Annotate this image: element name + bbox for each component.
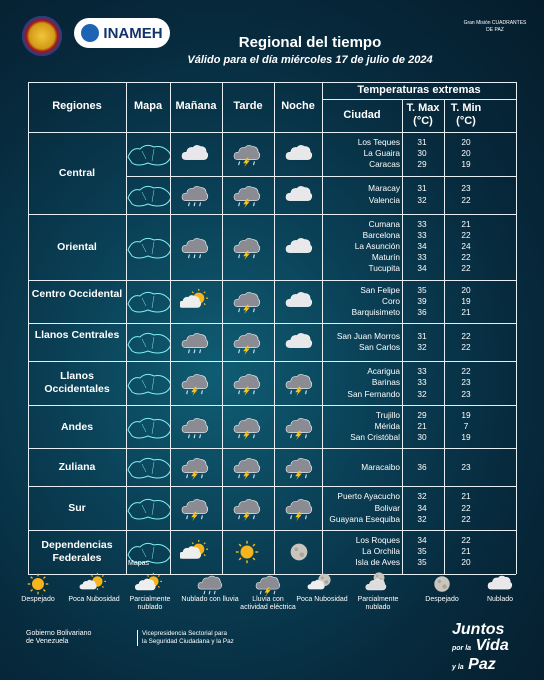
weather-cloudy-icon <box>284 329 314 355</box>
legend-label: Nublado <box>486 596 514 603</box>
weather-sun-icon <box>232 539 262 565</box>
col-tarde: Tarde <box>233 100 263 112</box>
juntos-word: Juntos <box>452 621 505 638</box>
region-map <box>124 284 176 318</box>
weather-cloudy-icon <box>180 141 210 167</box>
tmin-label: T. Min <box>450 102 482 114</box>
temp-subheader-line <box>322 99 516 100</box>
legend-label: Nublado con lluvia <box>181 596 239 603</box>
region-map <box>124 491 176 525</box>
tmax-value: 34 <box>417 502 427 513</box>
tmin-value: 23 <box>461 377 471 388</box>
y-la-word: y la <box>452 664 464 671</box>
weather-storm-rain-icon <box>180 454 210 480</box>
tmin-unit: (°C) <box>456 115 476 127</box>
region-map <box>124 178 176 212</box>
city-name: Caracas <box>369 159 400 170</box>
tmax-value: 34 <box>417 241 427 251</box>
legend-label: Parcialmente nublado <box>129 596 171 611</box>
tmin-value: 20 <box>461 148 471 159</box>
tmax-value: 33 <box>417 218 427 229</box>
region-name: Oriental <box>57 240 97 253</box>
col-manana: Mañana <box>175 100 217 112</box>
weather-storm-rain-icon <box>232 288 262 314</box>
row-divider <box>28 214 516 215</box>
city-name: Trujillo <box>375 409 400 420</box>
col-tmin <box>444 102 488 128</box>
city-name: Mérida <box>374 421 400 431</box>
city-name: San Felipe <box>360 284 400 295</box>
tmin-value: 20 <box>461 557 471 568</box>
tmax-value: 32 <box>417 194 427 205</box>
legend-moon-clouds-icon <box>363 572 393 596</box>
legend-item <box>412 572 472 604</box>
tmin-value: 23 <box>461 183 471 194</box>
tmax-value: 33 <box>417 229 427 240</box>
weather-cloudy-icon <box>284 234 314 260</box>
tmax-value: 29 <box>417 159 427 170</box>
region-map <box>124 410 176 444</box>
tmax-value: 30 <box>417 148 427 159</box>
legend-sun-icon <box>23 572 53 596</box>
tmax-value: 31 <box>417 331 427 341</box>
city-name: La Guaira <box>363 148 400 159</box>
legend-label: Despejado <box>21 596 55 603</box>
region-name: Andes <box>60 420 94 433</box>
tmax-value: 21 <box>417 421 427 431</box>
tmin-value: 19 <box>461 159 471 170</box>
legend-label: Despejado <box>425 596 459 603</box>
tmin-value: 21 <box>461 546 471 557</box>
column-divider <box>516 82 517 574</box>
legend-item <box>180 572 240 604</box>
region-name: Centro Occidental <box>31 288 123 301</box>
legend-partly-icon <box>135 572 165 596</box>
por-la-word: por la <box>452 645 472 652</box>
tmin-value: 20 <box>461 137 471 147</box>
city-name: La Asunción <box>354 241 400 251</box>
legend-rain-icon <box>195 572 225 596</box>
tmin-value: 20 <box>461 284 471 295</box>
legend-item <box>120 572 180 612</box>
header-line-head <box>28 132 516 133</box>
tmax-value: 31 <box>417 137 427 147</box>
page-title: Regional del tiempo <box>238 34 382 51</box>
tmin-value: 22 <box>461 535 471 545</box>
col-mapa: Mapa <box>133 100 163 112</box>
logo-text: INAMEH <box>103 24 163 42</box>
tmax-unit: (°C) <box>413 115 433 127</box>
weather-moon-icon <box>284 539 314 565</box>
region-name: Llanos Occidentales <box>44 370 110 395</box>
paz-word: Paz <box>468 656 496 673</box>
mapas-label: Mapas <box>128 559 150 567</box>
column-divider <box>274 82 275 574</box>
city-name: Puerto Ayacucho <box>337 491 400 502</box>
gob-line1: Gobierno Bolivariano <box>26 630 92 637</box>
weather-storm-rain-icon <box>180 495 210 521</box>
city-name: Tucupita <box>368 263 400 274</box>
tmax-value: 32 <box>417 513 427 524</box>
row-divider <box>28 405 516 406</box>
region-map <box>124 325 176 359</box>
legend-cloudy-icon <box>485 572 515 596</box>
city-name: Los Teques <box>357 137 400 147</box>
tmax-value: 29 <box>417 409 427 420</box>
city-name: San Cristóbal <box>350 432 400 443</box>
city-name: Bolivar <box>374 502 400 513</box>
tmin-value: 21 <box>461 307 471 317</box>
weather-storm-rain-icon <box>232 329 262 355</box>
footer <box>0 622 544 680</box>
weather-storm-rain-icon <box>232 454 262 480</box>
tmax-value: 36 <box>417 461 427 472</box>
legend-partly-light-icon <box>79 572 109 596</box>
tmin-value: 7 <box>463 421 469 431</box>
tmin-value: 22 <box>461 331 471 341</box>
tmax-value: 33 <box>417 377 427 388</box>
tmin-value: 22 <box>461 513 471 524</box>
tmax-value: 30 <box>417 432 427 443</box>
weather-cloudy-icon <box>284 288 314 314</box>
weather-cloudy-icon <box>284 182 314 208</box>
col-tmax <box>402 102 444 128</box>
tmax-value: 34 <box>417 535 427 545</box>
region-name: Sur <box>68 502 86 515</box>
city-name: San Juan Morros <box>336 331 400 341</box>
gobierno-logo <box>26 630 91 646</box>
weather-storm-rain-icon <box>232 182 262 208</box>
tmin-value: 22 <box>461 263 471 274</box>
city-name: Maracay <box>368 183 400 194</box>
tmin-value: 22 <box>461 194 471 205</box>
tmax-label: T. Max <box>406 102 440 114</box>
legend-item <box>348 572 408 612</box>
region-map <box>124 137 176 171</box>
legend-label: Lluvia con actividad eléctrica <box>240 596 296 611</box>
tmax-value: 34 <box>417 263 427 274</box>
tmax-value: 32 <box>417 388 427 399</box>
weather-rain-icon <box>180 182 210 208</box>
city-name: Barquisimeto <box>351 307 400 317</box>
weather-storm-rain-icon <box>232 495 262 521</box>
legend-moon-cloud-icon <box>307 572 337 596</box>
tmax-value: 36 <box>417 307 427 317</box>
weather-storm-rain-icon <box>232 234 262 260</box>
column-divider <box>170 82 171 574</box>
tmax-value: 35 <box>417 546 427 557</box>
weather-storm-rain-icon <box>180 370 210 396</box>
legend-storm-rain-icon <box>253 572 283 596</box>
vida-word: Vida <box>475 637 509 654</box>
weather-rain-icon <box>180 234 210 260</box>
col-regiones: Regiones <box>52 100 102 112</box>
tmax-value: 31 <box>417 183 427 194</box>
header-line-top <box>28 82 516 83</box>
weather-cloudy-icon <box>284 141 314 167</box>
city-name: Barcelona <box>362 229 400 240</box>
tmin-value: 22 <box>461 229 471 240</box>
weather-rain-icon <box>180 329 210 355</box>
tmin-value: 19 <box>461 409 471 420</box>
weather-storm-rain-icon <box>232 141 262 167</box>
tmin-value: 24 <box>461 241 471 251</box>
city-name: Maturín <box>371 252 400 263</box>
coat-of-arms-logo <box>22 16 62 56</box>
weather-storm-rain-icon <box>284 370 314 396</box>
city-name: Barinas <box>371 377 400 388</box>
header <box>0 0 544 86</box>
row-divider <box>28 486 516 487</box>
column-divider <box>28 82 29 574</box>
row-divider <box>28 448 516 449</box>
tmin-value: 22 <box>461 502 471 513</box>
tmin-value: 19 <box>461 295 471 306</box>
col-ciudad: Ciudad <box>343 109 381 121</box>
legend-item <box>470 572 530 604</box>
tmax-value: 35 <box>417 284 427 295</box>
vice-line1: Vicepresidencia Sectorial para <box>142 630 227 637</box>
city-name: Isla de Aves <box>355 557 400 568</box>
legend-item <box>238 572 298 612</box>
legend-label: Poca Nubosidad <box>68 596 120 603</box>
column-divider <box>444 99 445 574</box>
legend-label: Parcialmente nublado <box>357 596 399 611</box>
row-divider <box>28 323 516 324</box>
legend-label: Poca Nubosidad <box>296 596 348 603</box>
tmax-value: 39 <box>417 295 427 306</box>
tmin-value: 23 <box>461 461 471 472</box>
city-name: Coro <box>382 295 400 306</box>
city-name: Cumana <box>368 218 400 229</box>
tmax-value: 35 <box>417 557 427 568</box>
legend-item <box>64 572 124 604</box>
col-noche: Noche <box>281 100 315 112</box>
row-divider <box>28 280 516 281</box>
cuadrantes-logo: Gran Misión CUADRANTES DE PAZ <box>463 20 527 33</box>
city-name: Acarigua <box>367 366 400 377</box>
tmin-value: 21 <box>461 218 471 229</box>
tmax-value: 33 <box>417 366 427 377</box>
weather-rain-icon <box>180 414 210 440</box>
tmin-value: 23 <box>461 388 471 399</box>
column-divider <box>126 82 127 574</box>
vicepresidencia-text <box>137 630 234 646</box>
weather-storm-rain-icon <box>232 370 262 396</box>
globe-icon <box>81 24 99 42</box>
tmax-value: 33 <box>417 252 427 263</box>
region-map <box>124 230 176 264</box>
legend-item <box>292 572 352 604</box>
column-divider <box>222 82 223 574</box>
weather-partly-icon <box>180 539 210 565</box>
weather-storm-rain-icon <box>284 414 314 440</box>
legend-moon-icon <box>427 572 457 596</box>
inameh-logo <box>74 18 170 48</box>
tmin-value: 22 <box>461 366 471 377</box>
legend-item <box>8 572 68 604</box>
group-divider <box>126 176 516 177</box>
city-name: San Fernando <box>347 388 400 399</box>
juntos-logo <box>452 622 509 676</box>
city-name: Guayana Esequiba <box>329 513 400 524</box>
tmax-value: 32 <box>417 491 427 502</box>
forecast-table <box>28 82 516 575</box>
region-map <box>124 450 176 484</box>
page-subtitle: Válido para el día miércoles 17 de julio de 2024 <box>187 54 433 66</box>
city-name: San Carlos <box>358 342 400 353</box>
col-temperaturas: Temperaturas extremas <box>357 84 481 96</box>
weather-storm-rain-icon <box>284 495 314 521</box>
tmin-value: 21 <box>461 491 471 502</box>
region-name: Dependencias Federales <box>41 538 113 564</box>
column-divider <box>402 99 403 574</box>
city-name: Los Roques <box>355 535 400 545</box>
region-name: Llanos Centrales <box>34 329 120 342</box>
region-name: Zuliana <box>58 461 96 474</box>
region-map <box>124 366 176 400</box>
weather-storm-rain-icon <box>284 454 314 480</box>
city-name: La Orchila <box>362 546 400 557</box>
tmax-value: 32 <box>417 342 427 353</box>
city-name: Maracaibo <box>361 461 400 472</box>
region-name: Central <box>58 166 96 179</box>
row-divider <box>28 361 516 362</box>
column-divider <box>322 82 323 574</box>
city-name: Valencia <box>368 194 400 205</box>
tmin-value: 22 <box>461 252 471 263</box>
tmin-value: 19 <box>461 432 471 443</box>
gob-line2: de Venezuela <box>26 638 69 645</box>
vice-line2: la Seguridad Ciudadana y la Paz <box>142 638 234 645</box>
tmin-value: 22 <box>461 342 471 353</box>
weather-storm-rain-icon <box>232 414 262 440</box>
row-divider <box>28 530 516 531</box>
weather-partly-icon <box>180 288 210 314</box>
